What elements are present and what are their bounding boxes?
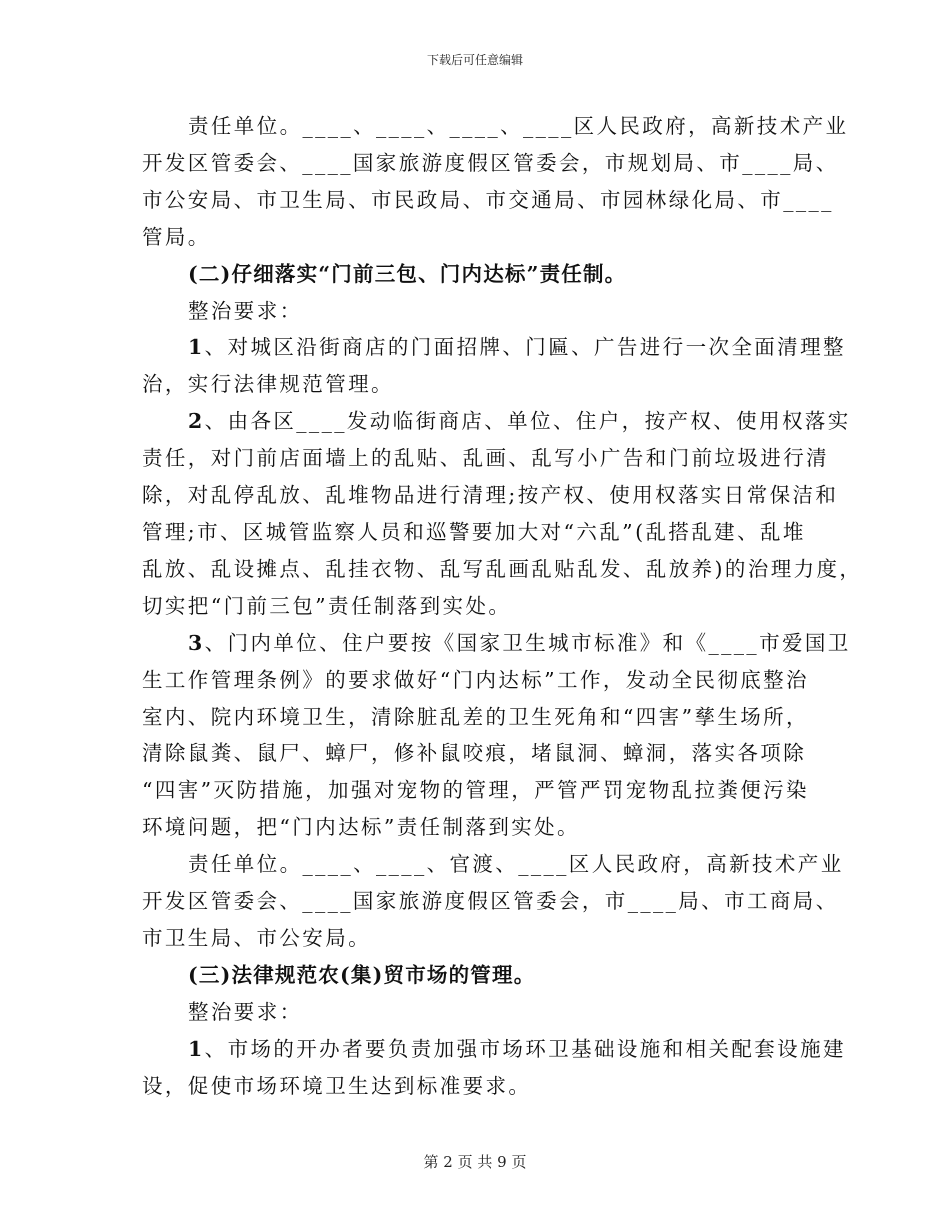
item-number: 1: [188, 1036, 205, 1061]
text-line: 清除鼠粪、鼠尸、蟑尸，修补鼠咬痕，堵鼠洞、蟑洞，落实各项除: [142, 741, 807, 766]
document-body: [142, 108, 863, 1104]
text-line: 设，促使市场环境卫生达到标准要求。: [142, 1073, 532, 1098]
text-line: 市公安局、市卫生局、市民政局、市交通局、市园林绿化局、市____: [142, 187, 834, 212]
text-line: 责任单位。____、____、____、____区人民政府，高新技术产业: [188, 114, 849, 138]
text-line: 除，对乱停乱放、乱堆物品进行清理;按产权、使用权落实日常保洁和: [142, 483, 839, 508]
text-line: 治，实行法律规范管理。: [142, 372, 394, 397]
list-item-1: [142, 329, 846, 403]
list-item-3: [142, 625, 851, 846]
item-number: 3: [188, 630, 205, 655]
section-heading-3: [142, 957, 822, 994]
text-line: 室内、院内环境卫生，清除脏乱差的卫生死角和“四害”孳生场所，: [142, 704, 809, 729]
paragraph-requirements-label-2: [142, 994, 822, 1031]
text-line: 切实把“门前三包”责任制落到实处。: [142, 593, 512, 618]
list-item-market-1: [142, 1031, 846, 1105]
paragraph-responsible-units-2: [142, 846, 844, 957]
item-text: 、对城区沿街商店的门面招牌、门匾、广告进行一次全面清理整: [204, 335, 846, 360]
text-line: 整治要求：: [188, 999, 303, 1024]
text-line: 生工作管理条例》的要求做好“门内达标”工作，发动全民彻底整治: [142, 667, 809, 692]
text-line: 责任，对门前店面墙上的乱贴、乱画、乱写小广告和门前垃圾进行清: [142, 446, 829, 471]
text-line: [142, 403, 851, 440]
text-line: 管理;市、区城管监察人员和巡警要加大对“六乱”(乱搭乱建、乱堆: [142, 519, 806, 544]
text-line: 责任单位。____、____、官渡、____区人民政府，高新技术产业: [188, 852, 844, 877]
page-number: 第 2 页 共 9 页: [423, 1153, 527, 1171]
text-line: 开发区管委会、____国家旅游度假区管委会，市____局、市工商局、: [142, 889, 839, 914]
heading-line: (三)法律规范农(集)贸市场的管理。: [188, 962, 536, 987]
item-text: 、门内单位、住户要按《国家卫生城市标准》和《____市爱国卫: [204, 630, 851, 655]
text-line: [142, 329, 846, 366]
list-item-2: [142, 403, 863, 624]
text-line: “四害”灭防措施，加强对宠物的管理，严管严罚宠物乱拉粪便污染: [142, 778, 809, 803]
item-text: 、市场的开办者要负责加强市场环卫基础设施和相关配套设施建: [204, 1036, 846, 1061]
item-number: 2: [188, 409, 205, 434]
text-line: 开发区管委会、____国家旅游度假区管委会，市规划局、市____局、: [142, 150, 839, 175]
text-line: 整治要求：: [188, 298, 303, 323]
paragraph-responsible-units: [142, 108, 849, 256]
text-line: 乱放、乱设摊点、乱挂衣物、乱写乱画乱贴乱发、乱放养)的治理力度，: [142, 556, 863, 581]
page-header-note: 下载后可任意编辑: [426, 53, 523, 67]
item-number: 1: [188, 335, 205, 360]
text-line: [142, 1031, 846, 1068]
text-line: 管局。: [142, 224, 211, 249]
text-line: 市卫生局、市公安局。: [142, 925, 371, 950]
text-line: [142, 625, 851, 662]
text-line: 环境问题，把“门内达标”责任制落到实处。: [142, 815, 580, 840]
item-text: 、由各区____发动临街商店、单位、住户，按产权、使用权落实: [204, 409, 851, 434]
paragraph-requirements-label: [142, 293, 822, 330]
section-heading-2: [142, 256, 822, 293]
heading-line: (二)仔细落实“门前三包、门内达标”责任制。: [188, 261, 627, 286]
